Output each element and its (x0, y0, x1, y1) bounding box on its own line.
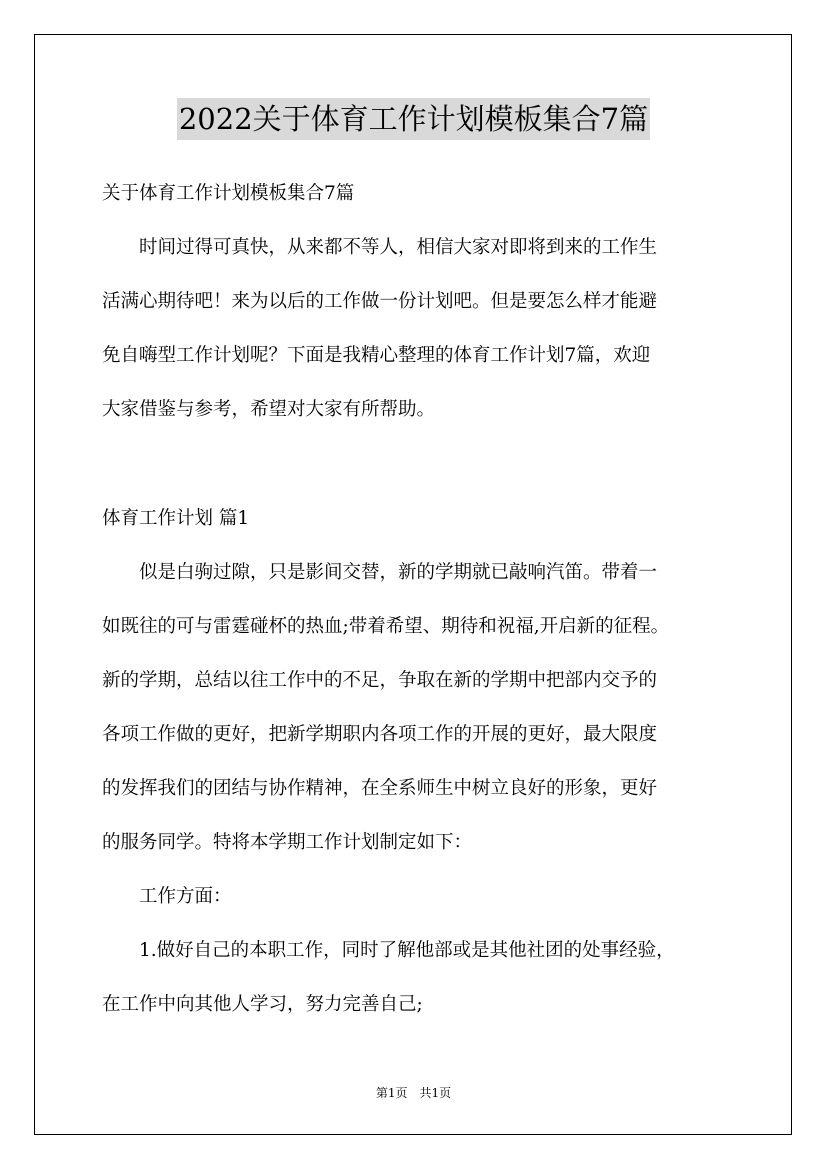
document-subtitle: 关于体育工作计划模板集合7篇 (102, 183, 355, 204)
body-line: 的发挥我们的团结与协作精神，在全系师生中树立良好的形象，更好 (102, 778, 658, 799)
body-line: 的服务同学。特将本学期工作计划制定如下： (102, 832, 473, 853)
intro-line: 大家借鉴与参考，希望对大家有所帮助。 (102, 399, 436, 420)
document-title: 2022关于体育工作计划模板集合7篇 (177, 98, 650, 140)
intro-line: 免自嗨型工作计划呢？下面是我精心整理的体育工作计划7篇，欢迎 (102, 345, 651, 366)
intro-line: 活满心期待吧！来为以后的工作做一份计划吧。但是要怎么样才能避 (102, 291, 658, 312)
body-line: 如既往的可与雷霆碰杯的热血;带着希望、期待和祝福,开启新的征程。 (102, 616, 670, 637)
body-line: 工作方面： (102, 886, 232, 907)
body-line: 各项工作做的更好，把新学期职内各项工作的开展的更好，最大限度 (102, 724, 658, 745)
body-line: 新的学期，总结以往工作中的不足，争取在新的学期中把部内交予的 (102, 670, 658, 691)
body-line: 似是白驹过隙，只是影间交替，新的学期就已敲响汽笛。带着一 (102, 562, 658, 583)
body-line: 在工作中向其他人学习，努力完善自己; (102, 994, 423, 1015)
section-heading: 体育工作计划 篇1 (102, 508, 250, 529)
page-footer: 第1页 共1页 (375, 1086, 452, 1100)
intro-line: 时间过得可真快，从来都不等人，相信大家对即将到来的工作生 (102, 237, 658, 258)
body-line: 1.做好自己的本职工作，同时了解他部或是其他社团的处事经验， (102, 940, 675, 961)
title-container (0, 98, 827, 140)
